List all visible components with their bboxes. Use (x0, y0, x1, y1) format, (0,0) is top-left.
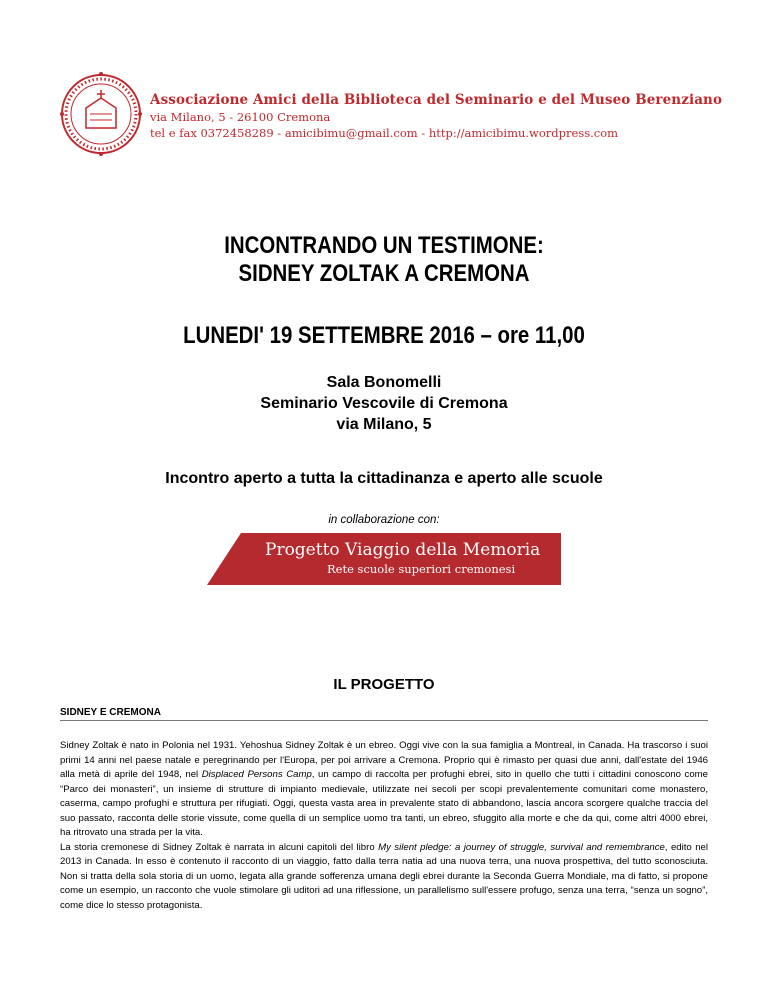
event-date: LUNEDI' 19 SETTEMBRE 2016 – ore 11,00 (183, 322, 585, 349)
event-title-line-2: SIDNEY ZOLTAK A CREMONA (238, 260, 530, 287)
event-audience: Incontro aperto a tutta la cittadinanza e aperto alle scuole (165, 470, 603, 487)
banner-title: Progetto Viaggio della Memoria (265, 540, 541, 560)
seal-logo-icon (60, 70, 142, 158)
association-contacts: tel e fax 0372458289 - amicibimu@gmail.com - http://amicibimu.wordpress.com (150, 126, 619, 140)
paragraph-2-start: La storia cremonese di Sidney Zoltak è narrata in alcuni capitoli del libro (60, 841, 379, 853)
paragraph-2 (60, 841, 708, 914)
event-venue (0, 372, 768, 435)
paragraph-1-italic: Displaced Persons Camp (201, 769, 312, 780)
partner-banner (207, 533, 561, 585)
event-title (58, 232, 711, 288)
event-title-line-1: INCONTRANDO UN TESTIMONE: (224, 232, 544, 259)
association-name: Associazione Amici della Biblioteca del Seminario e del Museo Berenziano (150, 92, 723, 108)
venue-line-2: Seminario Vescovile di Cremona (260, 395, 508, 412)
paragraph-1 (60, 739, 708, 841)
venue-line-1: Sala Bonomelli (326, 374, 442, 391)
collaboration-label: in collaborazione con: (328, 514, 440, 526)
association-address: via Milano, 5 - 26100 Cremona (150, 110, 331, 124)
paragraph-2-italic: My silent pledge: a journey of struggle, survival and remembrance (378, 841, 665, 853)
section-subheading: SIDNEY E CREMONA (60, 707, 708, 721)
body-text (60, 739, 708, 913)
venue-line-3: via Milano, 5 (336, 416, 432, 433)
paragraph-1-start: Sidney Zoltak è nato in Polonia nel 1931. Yehoshua Sidney Zoltak è un ebreo. Oggi vive con la sua famiglia a Montreal, in Canada. Ha trascorso i suoi primi 14 anni nel paese natale e peregrinando per l'Europa, per poi arrivare a Cremona. Proprio qui è rimasto per quasi due anni, dall'estate del 1946 alla metà di aprile del 1948, nel (60, 740, 708, 780)
banner-subtitle: Rete scuole superiori cremonesi (327, 562, 516, 576)
paragraph-2-end: , edito nel 2013 in Canada. In esso è contenuto il racconto di un viaggio, fatto dalla terra natia ad una nuova terra, una nuova prospettiva, del tutto sconosciuta. Non si tratta della sola storia di un uomo, legata alla grande sofferenza umana degli ebrei durante la Seconda Guerra Mondiale, ma di fatto, si propone come un esempio, un racconto che vuole stimolare gli uditori ad una riflessione, un parallelismo sull'essere profugo, senza una terra, “senza un sogno”, come dice lo stesso protagonista. (60, 841, 708, 911)
section-heading: IL PROGETTO (333, 676, 435, 693)
paragraph-1-end: , un campo di raccolta per profughi ebrei, sito in quello che tutti i cittadini conoscono come “Parco dei monasteri”, un insieme di strutture di impianto medievale, utilizzate nei secoli per scopi prevalentemente comunitari come monastero, caserma, campo profughi e struttura per rifugiati. Oggi, questa vasta area in prevalente stato di abbandono, lascia ancora scorgere qualche traccia del suo passato, racconta delle storie vissute, come quella di un semplice uomo tra tanti, un ebreo, sfuggito alla morte e che da qui, come altri 4000 ebrei, ha ritrovato una strada per la vita. (60, 769, 708, 838)
association-info (150, 92, 722, 140)
letterhead (60, 70, 723, 160)
